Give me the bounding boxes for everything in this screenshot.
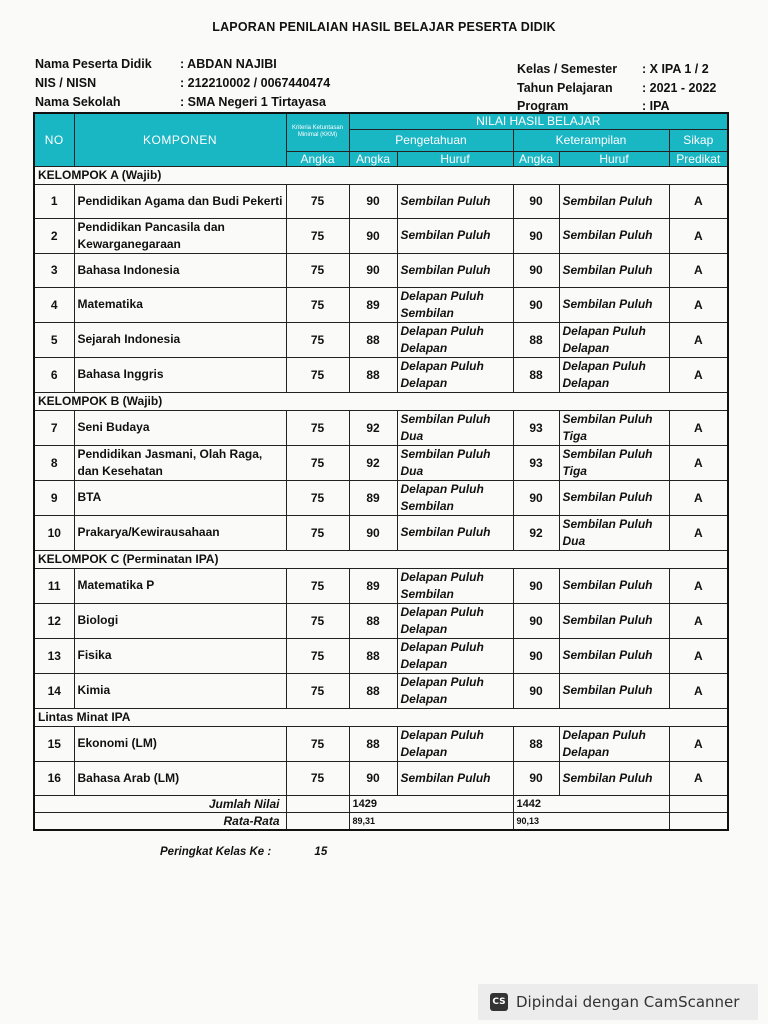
keterampilan-angka: 93 <box>513 445 559 480</box>
subject-name: Matematika <box>74 287 286 322</box>
pengetahuan-huruf: Sembilan Puluh Dua <box>397 410 513 445</box>
student-nis-label: NIS / NISN <box>35 76 97 90</box>
pengetahuan-huruf: Delapan Puluh Delapan <box>397 603 513 638</box>
pengetahuan-huruf: Sembilan Puluh <box>397 761 513 795</box>
kkm-value: 75 <box>286 322 349 357</box>
keterampilan-huruf: Sembilan Puluh <box>559 761 669 795</box>
header-keterampilan: Keterampilan <box>513 129 669 151</box>
keterampilan-angka: 88 <box>513 322 559 357</box>
keterampilan-huruf: Sembilan Puluh Dua <box>559 515 669 550</box>
row-number: 9 <box>34 480 74 515</box>
rata-keterampilan: 90,13 <box>513 812 669 830</box>
subject-name: BTA <box>74 480 286 515</box>
row-number: 10 <box>34 515 74 550</box>
row-number: 7 <box>34 410 74 445</box>
keterampilan-angka: 88 <box>513 357 559 392</box>
header-k-angka: Angka <box>513 151 559 166</box>
keterampilan-huruf: Sembilan Puluh <box>559 287 669 322</box>
pengetahuan-huruf: Delapan Puluh Delapan <box>397 673 513 708</box>
kkm-value: 75 <box>286 184 349 218</box>
subject-name: Biologi <box>74 603 286 638</box>
subject-name: Bahasa Inggris <box>74 357 286 392</box>
keterampilan-angka: 90 <box>513 184 559 218</box>
subject-name: Bahasa Indonesia <box>74 253 286 287</box>
row-number: 11 <box>34 568 74 603</box>
student-nis-row <box>35 76 331 90</box>
sikap-predikat: A <box>669 184 728 218</box>
pengetahuan-angka: 89 <box>349 568 397 603</box>
sikap-predikat: A <box>669 568 728 603</box>
table-row <box>34 673 728 708</box>
kkm-value: 75 <box>286 480 349 515</box>
table-row <box>34 287 728 322</box>
keterampilan-huruf: Delapan Puluh Delapan <box>559 357 669 392</box>
keterampilan-huruf: Sembilan Puluh <box>559 480 669 515</box>
header-sikap: Sikap <box>669 129 728 151</box>
keterampilan-angka: 90 <box>513 287 559 322</box>
keterampilan-huruf: Sembilan Puluh <box>559 638 669 673</box>
header-p-angka: Angka <box>349 151 397 166</box>
group-title: Lintas Minat IPA <box>34 708 728 726</box>
keterampilan-angka: 92 <box>513 515 559 550</box>
keterampilan-huruf: Sembilan Puluh Tiga <box>559 445 669 480</box>
row-number: 13 <box>34 638 74 673</box>
student-name-row <box>35 57 277 71</box>
pengetahuan-angka: 88 <box>349 322 397 357</box>
sikap-predikat: A <box>669 287 728 322</box>
header-pengetahuan: Pengetahuan <box>349 129 513 151</box>
kkm-value: 75 <box>286 515 349 550</box>
program-row <box>517 99 670 113</box>
group-row <box>34 550 728 568</box>
keterampilan-angka: 90 <box>513 568 559 603</box>
kkm-value: 75 <box>286 445 349 480</box>
sikap-predikat: A <box>669 253 728 287</box>
pengetahuan-angka: 88 <box>349 357 397 392</box>
table-row <box>34 480 728 515</box>
pengetahuan-angka: 88 <box>349 673 397 708</box>
pengetahuan-angka: 90 <box>349 515 397 550</box>
keterampilan-angka: 90 <box>513 638 559 673</box>
keterampilan-huruf: Sembilan Puluh <box>559 253 669 287</box>
subject-name: Pendidikan Jasmani, Olah Raga, dan Kesehatan <box>74 445 286 480</box>
table-row <box>34 253 728 287</box>
report-title: LAPORAN PENILAIAN HASIL BELAJAR PESERTA DIDIK <box>212 20 556 34</box>
table-row <box>34 357 728 392</box>
pengetahuan-huruf: Delapan Puluh Sembilan <box>397 287 513 322</box>
class-value: : X IPA 1 / 2 <box>642 62 709 76</box>
pengetahuan-huruf: Delapan Puluh Delapan <box>397 322 513 357</box>
sikap-predikat: A <box>669 410 728 445</box>
sikap-predikat: A <box>669 480 728 515</box>
keterampilan-angka: 88 <box>513 726 559 761</box>
row-number: 2 <box>34 218 74 253</box>
pengetahuan-huruf: Delapan Puluh Sembilan <box>397 480 513 515</box>
watermark-text: Dipindai dengan CamScanner <box>516 993 740 1011</box>
jumlah-keterampilan: 1442 <box>513 795 669 812</box>
pengetahuan-huruf: Delapan Puluh Delapan <box>397 638 513 673</box>
sikap-predikat: A <box>669 761 728 795</box>
pengetahuan-huruf: Sembilan Puluh <box>397 515 513 550</box>
sikap-predikat: A <box>669 726 728 761</box>
pengetahuan-huruf: Sembilan Puluh <box>397 218 513 253</box>
kkm-value: 75 <box>286 761 349 795</box>
pengetahuan-angka: 88 <box>349 726 397 761</box>
row-number: 1 <box>34 184 74 218</box>
subject-name: Pendidikan Pancasila dan Kewarganegaraan <box>74 218 286 253</box>
keterampilan-huruf: Sembilan Puluh <box>559 218 669 253</box>
keterampilan-angka: 90 <box>513 603 559 638</box>
group-title: KELOMPOK B (Wajib) <box>34 392 728 410</box>
sikap-predikat: A <box>669 322 728 357</box>
subject-name: Seni Budaya <box>74 410 286 445</box>
row-number: 8 <box>34 445 74 480</box>
kkm-value: 75 <box>286 568 349 603</box>
table-row <box>34 218 728 253</box>
pengetahuan-huruf: Delapan Puluh Delapan <box>397 357 513 392</box>
subject-name: Fisika <box>74 638 286 673</box>
kkm-value: 75 <box>286 410 349 445</box>
keterampilan-huruf: Sembilan Puluh <box>559 184 669 218</box>
subject-name: Sejarah Indonesia <box>74 322 286 357</box>
group-title: KELOMPOK A (Wajib) <box>34 166 728 184</box>
pengetahuan-angka: 92 <box>349 445 397 480</box>
pengetahuan-angka: 89 <box>349 480 397 515</box>
row-number: 6 <box>34 357 74 392</box>
keterampilan-huruf: Sembilan Puluh <box>559 568 669 603</box>
pengetahuan-huruf: Delapan Puluh Sembilan <box>397 568 513 603</box>
summary-body <box>34 795 728 830</box>
pengetahuan-angka: 90 <box>349 253 397 287</box>
keterampilan-huruf: Sembilan Puluh <box>559 673 669 708</box>
row-number: 12 <box>34 603 74 638</box>
header-p-huruf: Huruf <box>397 151 513 166</box>
table-row <box>34 568 728 603</box>
year-label: Tahun Pelajaran <box>517 81 613 95</box>
school-label: Nama Sekolah <box>35 95 121 109</box>
header-komponen: KOMPONEN <box>74 113 286 166</box>
header-kkm-angka: Angka <box>286 151 349 166</box>
school-value: : SMA Negeri 1 Tirtayasa <box>180 95 326 109</box>
kkm-value: 75 <box>286 673 349 708</box>
kkm-value: 75 <box>286 218 349 253</box>
row-number: 16 <box>34 761 74 795</box>
rata-label: Rata-Rata <box>34 812 286 830</box>
camscanner-watermark <box>478 984 758 1020</box>
table-row <box>34 410 728 445</box>
group-row <box>34 708 728 726</box>
pengetahuan-angka: 88 <box>349 638 397 673</box>
table-row <box>34 726 728 761</box>
keterampilan-huruf: Sembilan Puluh <box>559 603 669 638</box>
pengetahuan-angka: 90 <box>349 761 397 795</box>
pengetahuan-huruf: Sembilan Puluh <box>397 184 513 218</box>
kkm-value: 75 <box>286 638 349 673</box>
peringkat-value: 15 <box>314 846 328 858</box>
kkm-value: 75 <box>286 287 349 322</box>
row-number: 3 <box>34 253 74 287</box>
kkm-value: 75 <box>286 357 349 392</box>
table-row <box>34 515 728 550</box>
student-name-label: Nama Peserta Didik <box>35 57 152 71</box>
pengetahuan-huruf: Sembilan Puluh <box>397 253 513 287</box>
sikap-predikat: A <box>669 357 728 392</box>
subject-name: Ekonomi (LM) <box>74 726 286 761</box>
subject-name: Kimia <box>74 673 286 708</box>
keterampilan-angka: 90 <box>513 218 559 253</box>
student-name-value: : ABDAN NAJIBI <box>180 57 277 71</box>
keterampilan-huruf: Sembilan Puluh Tiga <box>559 410 669 445</box>
subject-name: Bahasa Arab (LM) <box>74 761 286 795</box>
header-nilai: NILAI HASIL BELAJAR <box>349 113 728 129</box>
school-row <box>35 95 326 109</box>
kkm-value: 75 <box>286 726 349 761</box>
pengetahuan-angka: 92 <box>349 410 397 445</box>
class-label: Kelas / Semester <box>517 62 618 76</box>
rata-pengetahuan: 89,31 <box>349 812 513 830</box>
keterampilan-angka: 93 <box>513 410 559 445</box>
pengetahuan-angka: 89 <box>349 287 397 322</box>
program-value: : IPA <box>642 99 670 113</box>
pengetahuan-huruf: Delapan Puluh Delapan <box>397 726 513 761</box>
keterampilan-angka: 90 <box>513 253 559 287</box>
table-row <box>34 184 728 218</box>
sikap-predikat: A <box>669 603 728 638</box>
kkm-value: 75 <box>286 603 349 638</box>
sikap-predikat: A <box>669 515 728 550</box>
jumlah-pengetahuan: 1429 <box>349 795 513 812</box>
sikap-predikat: A <box>669 673 728 708</box>
camscanner-logo-icon: CS <box>490 993 508 1011</box>
table-row <box>34 603 728 638</box>
year-value: : 2021 - 2022 <box>642 81 717 95</box>
rata-row <box>34 812 728 830</box>
pengetahuan-huruf: Sembilan Puluh Dua <box>397 445 513 480</box>
peringkat-label: Peringkat Kelas Ke : <box>160 846 272 858</box>
grades-table <box>33 112 729 831</box>
header-kkm: Kriteria Ketuntasan Minimal (KKM) <box>286 113 349 151</box>
table-row <box>34 445 728 480</box>
row-number: 14 <box>34 673 74 708</box>
table-row <box>34 638 728 673</box>
pengetahuan-angka: 90 <box>349 184 397 218</box>
kkm-value: 75 <box>286 253 349 287</box>
keterampilan-angka: 90 <box>513 480 559 515</box>
header-k-huruf: Huruf <box>559 151 669 166</box>
pengetahuan-angka: 90 <box>349 218 397 253</box>
peringkat-row <box>160 846 327 858</box>
table-row <box>34 322 728 357</box>
year-row <box>517 81 717 95</box>
group-title: KELOMPOK C (Perminatan IPA) <box>34 550 728 568</box>
row-number: 15 <box>34 726 74 761</box>
keterampilan-angka: 90 <box>513 761 559 795</box>
program-label: Program <box>517 99 569 113</box>
keterampilan-huruf: Delapan Puluh Delapan <box>559 322 669 357</box>
jumlah-row <box>34 795 728 812</box>
class-row <box>517 62 709 76</box>
header-predikat: Predikat <box>669 151 728 166</box>
group-row <box>34 166 728 184</box>
header-no: NO <box>34 113 74 166</box>
group-row <box>34 392 728 410</box>
row-number: 5 <box>34 322 74 357</box>
pengetahuan-angka: 88 <box>349 603 397 638</box>
jumlah-label: Jumlah Nilai <box>34 795 286 812</box>
subject-name: Matematika P <box>74 568 286 603</box>
keterampilan-angka: 90 <box>513 673 559 708</box>
grades-body <box>34 166 728 795</box>
subject-name: Pendidikan Agama dan Budi Pekerti <box>74 184 286 218</box>
table-row <box>34 761 728 795</box>
keterampilan-huruf: Delapan Puluh Delapan <box>559 726 669 761</box>
student-nis-value: : 212210002 / 0067440474 <box>180 76 331 90</box>
subject-name: Prakarya/Kewirausahaan <box>74 515 286 550</box>
sikap-predikat: A <box>669 445 728 480</box>
sikap-predikat: A <box>669 638 728 673</box>
row-number: 4 <box>34 287 74 322</box>
sikap-predikat: A <box>669 218 728 253</box>
